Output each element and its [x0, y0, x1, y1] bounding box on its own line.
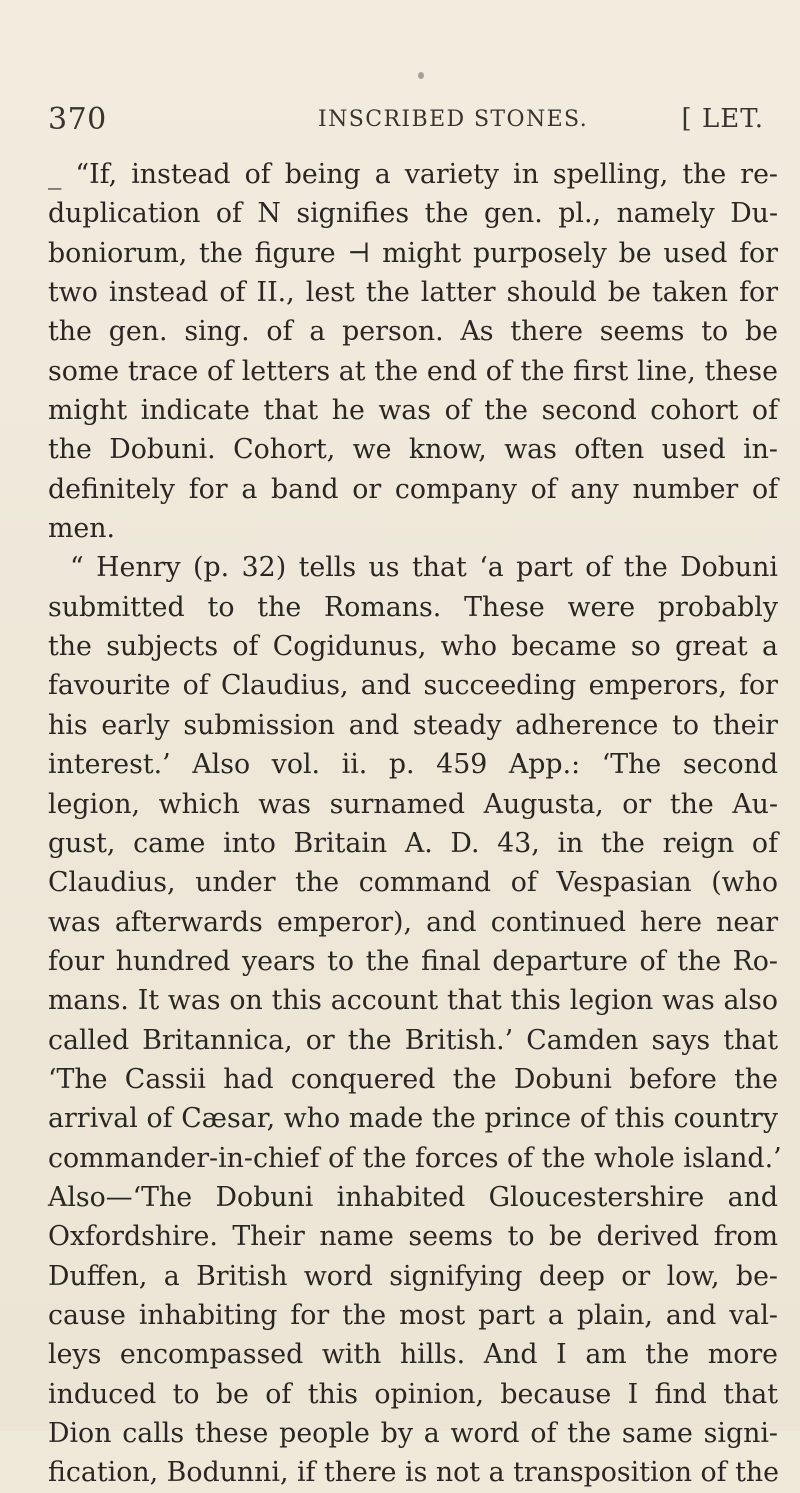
- text-line: favourite of Claudius, and succeeding emperors, for: [48, 670, 778, 702]
- text-line: leys encompassed with hills. And I am the more: [48, 1339, 778, 1371]
- text-line: four hundred years to the final departure of the Ro-: [48, 945, 778, 977]
- text-line: boniorum, the figure ⊣ might purposely be used for: [48, 237, 778, 269]
- body-text: [48, 155, 782, 1493]
- ink-dot: [418, 72, 424, 79]
- text-line: arrival of Cæsar, who made the prince of this country: [48, 1103, 778, 1135]
- text-line: some trace of letters at the end of the first line, these: [48, 355, 778, 387]
- text-line: duplication of N signifies the gen. pl., namely Du-: [48, 198, 778, 230]
- text-line: two instead of II., lest the latter should be taken for: [48, 277, 778, 309]
- text-line: Oxfordshire. Their name seems to be derived from: [48, 1221, 778, 1253]
- text-line: definitely for a band or company of any number of: [48, 473, 778, 505]
- text-line: mans. It was on this account that this legion was also: [48, 985, 778, 1017]
- text-line: cause inhabiting for the most part a plain, and val-: [48, 1299, 778, 1331]
- text-line: might indicate that he was of the second cohort of: [48, 395, 778, 427]
- text-line: fication, Bodunni, if there is not a transposition of the: [48, 1457, 779, 1489]
- running-title: INSCRIBED STONES.: [318, 107, 589, 132]
- text-line: gust, came into Britain A. D. 43, in the reign of: [48, 827, 778, 859]
- text-line: _ “If, instead of being a variety in spelling, the re-: [48, 159, 778, 190]
- text-line: “ Henry (p. 32) tells us that ‘a part of the Dobuni: [70, 552, 778, 584]
- text-line: legion, which was surnamed Augusta, or the Au-: [48, 788, 778, 820]
- text-line: interest.’ Also vol. ii. p. 459 App.: ‘The second: [48, 749, 778, 781]
- text-line: submitted to the Romans. These were probably: [48, 591, 778, 623]
- text-line: induced to be of this opinion, because I find that: [48, 1378, 778, 1410]
- text-line: Also—‘The Dobuni inhabited Gloucestershire and: [48, 1181, 778, 1213]
- text-line: Dion calls these people by a word of the same signi-: [48, 1418, 778, 1449]
- text-line: his early submission and steady adherence to their: [48, 709, 778, 741]
- text-line: called Britannica, or the British.’ Camden says that: [48, 1024, 778, 1056]
- text-line: Duffen, a British word signifying deep or low, be-: [48, 1260, 778, 1292]
- text-line: the subjects of Cogidunus, who became so great a: [48, 631, 778, 663]
- text-line: the gen. sing. of a person. As there seems to be: [48, 316, 778, 348]
- text-line: men.: [48, 513, 116, 545]
- page-number: 370: [48, 102, 107, 137]
- text-line: was afterwards emperor), and continued here near: [48, 906, 778, 938]
- text-line: ‘The Cassii had conquered the Dobuni before the: [48, 1063, 778, 1095]
- text-line: Claudius, under the command of Vespasian (who: [48, 867, 778, 899]
- page-header: [48, 102, 764, 142]
- text-line: commander-in-chief of the forces of the whole island.’: [48, 1142, 782, 1174]
- text-line: the Dobuni. Cohort, we know, was often used in-: [48, 434, 778, 466]
- section-mark: [ LET.: [681, 104, 764, 134]
